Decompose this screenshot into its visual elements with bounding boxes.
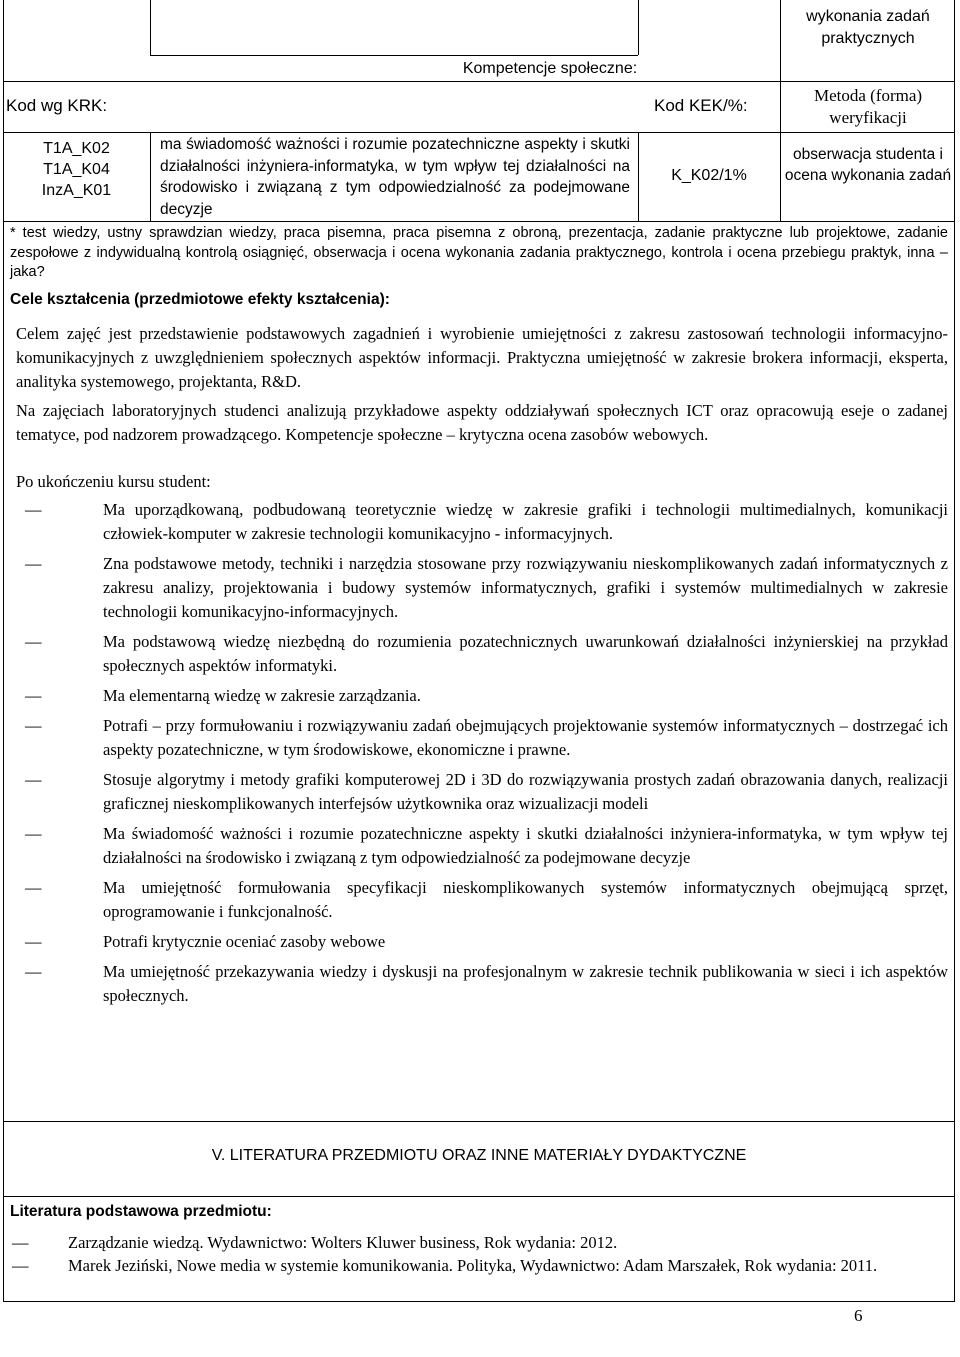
dash-bullet: — [25, 932, 42, 951]
dash-bullet: — [25, 770, 42, 789]
dash-bullet: — [25, 500, 42, 519]
dash-bullet: — [12, 1256, 29, 1275]
list-item: — Potrafi – przy formułowaniu i rozwiązywaniu zadań obejmujących projektowanie systemów informatycznych – dostrzegać ich aspekty pozatechniczne, w tym środowiskowe, ekonomiczne i prawne. [25, 716, 948, 759]
list-item: — Ma umiejętność przekazywania wiedzy i dyskusji na profesjonalnym w zakresie technik publikowania w sieci i ich aspektów społecznych. [25, 962, 948, 1005]
kompetencje-label: Kompetencje społeczne: [462, 60, 638, 77]
table-line [3, 1121, 955, 1122]
krk-codes [3, 138, 150, 201]
list-item: — Ma świadomość ważności i rozumie pozatechniczne aspekty i skutki działalności inżyniera-informatyka, w tym wpływ tej działalności na środowisko i związaną z tym odpowiedzialność za podejmowane decyzje [25, 824, 948, 867]
dash-bullet: — [25, 554, 42, 573]
literature-heading: Literatura podstawowa przedmiotu: [10, 1203, 272, 1220]
verification-method: obserwacja studenta i ocena wykonania zadań [784, 146, 952, 184]
dash-bullet: — [25, 716, 42, 735]
table-line [3, 132, 955, 133]
krk-code: InzA_K01 [41, 182, 112, 199]
table-line [638, 0, 639, 55]
metoda-label: Metoda (forma) weryfikacji [813, 86, 923, 127]
table-line [3, 81, 955, 82]
list-item: — Ma elementarną wiedzę w zakresie zarządzania. [18, 684, 948, 708]
footnote: * test wiedzy, ustny sprawdzian wiedzy, praca pisemna, praca pisemna z obroną, prezentacja, zadanie praktyczne lub projektowe, zadanie zespołowe z indywidualną kontrolą osiągnięć, obserwacja i ocena wykonania zadania praktycznego, kontrola i ocena przebiegu praktyk, inna – jaka? [10, 225, 948, 280]
table-line [3, 221, 955, 222]
list-item: — Stosuje algorytmy i metody grafiki komputerowej 2D i 3D do rozwiązywania prostych zadań obrazowania danych, realizacji graficznej nieskomplikowanych interfejsów użytkownika oraz wizualizacji modeli [25, 770, 948, 813]
page-number: 6 [854, 1306, 863, 1325]
dash-bullet: — [25, 824, 42, 843]
table-line [3, 1196, 955, 1197]
dash-bullet: — [12, 1233, 29, 1252]
objectives-para2: Na zajęciach laboratoryjnych studenci analizują przykładowe aspekty oddziaływań społecznych ICT oraz opracowują eseje o zadanej tematyce, pod nadzorem prowadzącego. Kompetencje społeczne – krytyczna ocena zasobów webowych. [16, 401, 948, 444]
objectives-heading: Cele kształcenia (przedmiotowe efekty kształcenia): [10, 291, 390, 308]
kod-krk-label: Kod wg KRK: [6, 96, 108, 115]
dash-bullet: — [25, 962, 42, 981]
list-item: — Ma uporządkowaną, podbudowaną teoretycznie wiedzę w zakresie grafiki i technologii multimedialnych, komunikacji człowiek-komputer w zakresie technologii komunikacyjno - informacyjnych. [25, 500, 948, 543]
table-line [150, 132, 151, 221]
header-top-right: wykonania zadań praktycznych [806, 8, 930, 47]
krk-code: T1A_K04 [43, 161, 110, 178]
list-item: — Marek Jeziński, Nowe media w systemie komunikowania. Polityka, Wydawnictwo: Adam Marszałek, Rok wydania: 2011. [12, 1256, 878, 1275]
objectives-para1: Celem zajęć jest przedstawienie podstawowych zagadnień i wyrobienie umiejętności z zakresu zastosowań technologii informacyjno-komunikacyjnych z uwzględnieniem społecznych aspektów informacji. Praktyczna umiejętność w zakresie brokera informacji, eksperta, analityka systemowego, projektanta, R&D. [16, 324, 948, 391]
table-line [150, 55, 638, 56]
table-line [780, 0, 781, 221]
kek-code: K_K02/1% [671, 167, 747, 184]
list-item: — Potrafi krytycznie oceniać zasoby webowe [18, 930, 948, 954]
list-item: — Ma umiejętność formułowania specyfikacji nieskomplikowanych systemów informatycznych obejmującą sprzęt, oprogramowanie i funkcjonalność. [25, 878, 948, 921]
dash-bullet: — [25, 878, 42, 897]
literature-list [10, 1231, 948, 1277]
list-item: — Zarządzanie wiedzą. Wydawnictwo: Wolters Kluwer business, Rok wydania: 2012. [12, 1233, 618, 1252]
list-item: — Ma podstawową wiedzę niezbędną do rozumienia pozatechnicznych uwarunkowań działalności inżynierskiej na przykład społecznych aspektów informatyki. [25, 632, 948, 675]
table-line [150, 0, 151, 55]
krk-code: T1A_K02 [43, 140, 110, 157]
learning-outcomes-list [18, 498, 948, 1014]
literature-section-title: V. LITERATURA PRZEDMIOTU ORAZ INNE MATERIAŁY DYDAKTYCZNE [211, 1147, 747, 1164]
dash-bullet: — [25, 686, 42, 705]
kod-kek-label: Kod KEK/%: [654, 96, 748, 115]
objectives-para3: Po ukończeniu kursu student: [16, 472, 211, 491]
competence-text: ma świadomość ważności i rozumie pozatechniczne aspekty i skutki działalności inżyniera-informatyka, w tym wpływ tej działalności na środowisko i związaną z tym odpowiedzialność za podejmowane decyzje [160, 136, 630, 218]
dash-bullet: — [25, 632, 42, 651]
list-item: — Zna podstawowe metody, techniki i narzędzia stosowane przy rozwiązywaniu nieskomplikowanych zadań informatycznych z zakresu analizy, projektowania i budowy systemów informatycznych, grafiki i systemów multimedialnych w zakresie technologii komunikacyjno-informacyjnych. [25, 554, 948, 621]
